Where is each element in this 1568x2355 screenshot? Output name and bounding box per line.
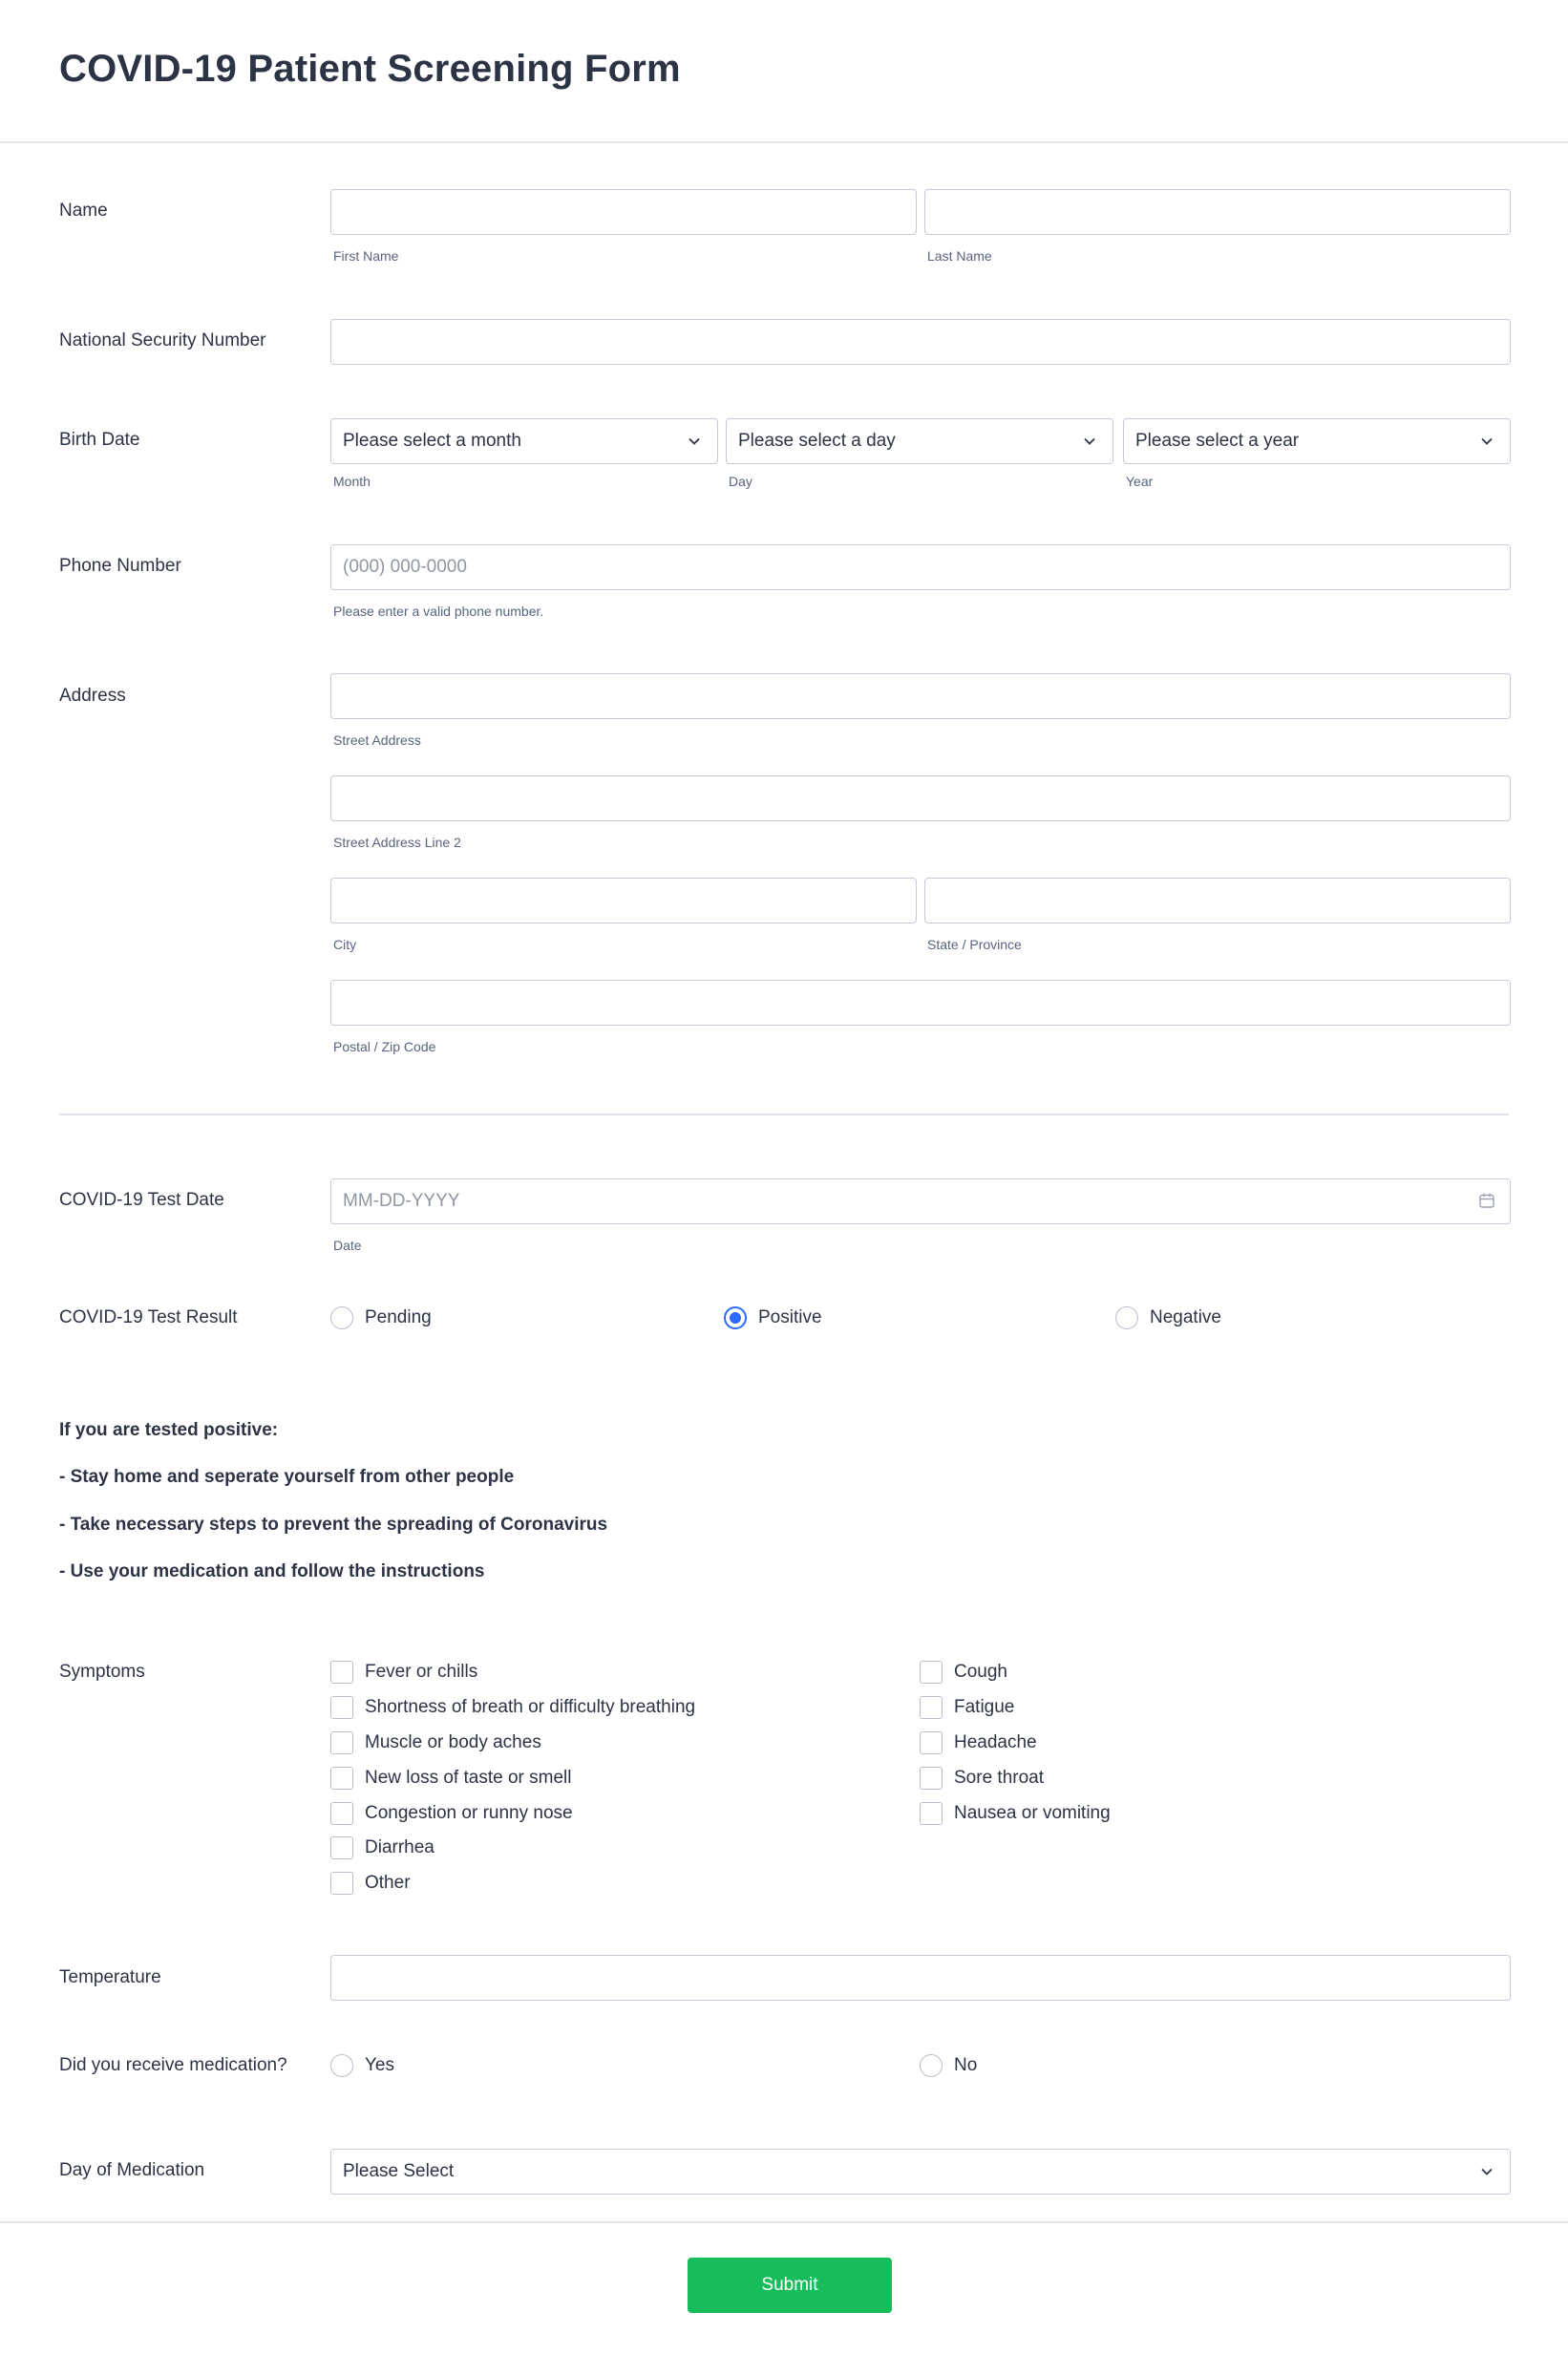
checkbox-label: Sore throat: [954, 1768, 1044, 1788]
birth-month-select[interactable]: [330, 418, 718, 464]
note-line-2: - Stay home and seperate yourself from other people: [59, 1467, 515, 1487]
checkbox-label: Cough: [954, 1662, 1007, 1682]
birth-year-value: Please select a year: [1135, 431, 1300, 451]
symptom-muscle-aches[interactable]: [330, 1731, 541, 1754]
birth-year-sublabel: Year: [1126, 474, 1154, 489]
birth-year-select[interactable]: [1123, 418, 1511, 464]
test-date-sublabel: Date: [333, 1238, 362, 1253]
radio-button[interactable]: [330, 2054, 353, 2077]
symptom-headache[interactable]: [920, 1731, 1037, 1754]
test-result-negative-option[interactable]: [1115, 1306, 1221, 1329]
radio-label: Negative: [1150, 1307, 1221, 1327]
symptom-shortness-of-breath[interactable]: [330, 1696, 695, 1719]
submit-button[interactable]: Submit: [688, 2258, 892, 2313]
city-sublabel: City: [333, 937, 357, 952]
checkbox[interactable]: [330, 1802, 353, 1825]
nsn-input[interactable]: [330, 319, 1511, 365]
birth-day-select[interactable]: [726, 418, 1113, 464]
day-of-medication-select[interactable]: [330, 2149, 1511, 2195]
checkbox-label: Nausea or vomiting: [954, 1803, 1111, 1823]
checkbox[interactable]: [920, 1696, 943, 1719]
symptoms-label: Symptoms: [59, 1662, 145, 1682]
state-input[interactable]: [924, 878, 1511, 923]
chevron-down-icon: [1479, 2164, 1494, 2179]
test-result-pending-option[interactable]: [330, 1306, 432, 1329]
radio-button[interactable]: [1115, 1306, 1138, 1329]
phone-input[interactable]: [330, 544, 1511, 590]
test-date-input[interactable]: [330, 1178, 1511, 1224]
form-footer: [0, 2221, 1568, 2355]
section-divider: [59, 1114, 1509, 1115]
city-input[interactable]: [330, 878, 917, 923]
phone-label: Phone Number: [59, 556, 181, 576]
birth-month-value: Please select a month: [343, 431, 521, 451]
checkbox[interactable]: [330, 1872, 353, 1895]
medication-no-option[interactable]: [920, 2054, 977, 2077]
checkbox[interactable]: [920, 1767, 943, 1790]
checkbox-label: Fatigue: [954, 1697, 1015, 1717]
day-of-medication-value: Please Select: [343, 2161, 455, 2181]
radio-label: Positive: [758, 1307, 822, 1327]
note-line-3: - Take necessary steps to prevent the spreading of Coronavirus: [59, 1515, 608, 1535]
temperature-input[interactable]: [330, 1955, 1511, 2001]
radio-label: No: [954, 2055, 978, 2075]
chevron-down-icon: [1082, 434, 1097, 449]
name-label: Name: [59, 201, 108, 221]
checkbox[interactable]: [920, 1802, 943, 1825]
first-name-input[interactable]: [330, 189, 917, 235]
checkbox[interactable]: [330, 1696, 353, 1719]
nsn-label: National Security Number: [59, 330, 266, 350]
checkbox-label: Shortness of breath or difficulty breathing: [365, 1697, 696, 1717]
symptom-nausea[interactable]: [920, 1802, 1111, 1825]
checkbox[interactable]: [920, 1661, 943, 1684]
note-line-4: - Use your medication and follow the instructions: [59, 1561, 485, 1581]
first-name-sublabel: First Name: [333, 248, 399, 264]
phone-hint: Please enter a valid phone number.: [333, 604, 544, 619]
checkbox-label: New loss of taste or smell: [365, 1768, 572, 1788]
chevron-down-icon: [1479, 434, 1494, 449]
radio-label: Pending: [365, 1307, 432, 1327]
form-title: COVID-19 Patient Screening Form: [59, 48, 681, 90]
medication-yes-option[interactable]: [330, 2054, 394, 2077]
birth-month-sublabel: Month: [333, 474, 371, 489]
street-address-input[interactable]: [330, 673, 1511, 719]
checkbox[interactable]: [330, 1836, 353, 1859]
symptom-fever[interactable]: [330, 1661, 477, 1684]
checkbox-label: Congestion or runny nose: [365, 1803, 573, 1823]
checkbox-label: Muscle or body aches: [365, 1732, 541, 1752]
birth-day-sublabel: Day: [729, 474, 752, 489]
zip-input[interactable]: [330, 980, 1511, 1026]
test-date-label: COVID-19 Test Date: [59, 1190, 224, 1210]
symptom-diarrhea[interactable]: [330, 1836, 434, 1859]
symptom-other[interactable]: [330, 1872, 411, 1895]
symptom-loss-of-taste[interactable]: [330, 1767, 571, 1790]
checkbox-label: Headache: [954, 1732, 1037, 1752]
radio-button[interactable]: [920, 2054, 943, 2077]
test-result-positive-option[interactable]: [724, 1306, 822, 1329]
birth-date-label: Birth Date: [59, 430, 140, 450]
street-address-line2-input[interactable]: [330, 775, 1511, 821]
checkbox[interactable]: [330, 1731, 353, 1754]
checkbox[interactable]: [330, 1661, 353, 1684]
street-address-sublabel: Street Address: [333, 732, 421, 748]
test-result-label: COVID-19 Test Result: [59, 1307, 238, 1327]
zip-sublabel: Postal / Zip Code: [333, 1039, 436, 1054]
birth-day-value: Please select a day: [738, 431, 896, 451]
symptom-fatigue[interactable]: [920, 1696, 1014, 1719]
radio-button-selected[interactable]: [724, 1306, 747, 1329]
note-line-1: If you are tested positive:: [59, 1420, 279, 1440]
symptom-congestion[interactable]: [330, 1802, 573, 1825]
chevron-down-icon: [687, 434, 702, 449]
medication-label: Did you receive medication?: [59, 2055, 287, 2075]
checkbox-label: Diarrhea: [365, 1837, 434, 1857]
checkbox-label: Fever or chills: [365, 1662, 478, 1682]
street-address-line2-sublabel: Street Address Line 2: [333, 835, 461, 850]
state-sublabel: State / Province: [927, 937, 1022, 952]
symptom-sore-throat[interactable]: [920, 1767, 1044, 1790]
address-label: Address: [59, 686, 126, 706]
checkbox-label: Other: [365, 1873, 411, 1893]
day-of-medication-label: Day of Medication: [59, 2160, 205, 2180]
radio-label: Yes: [365, 2055, 394, 2075]
temperature-label: Temperature: [59, 1967, 161, 1987]
checkbox[interactable]: [330, 1767, 353, 1790]
radio-button[interactable]: [330, 1306, 353, 1329]
calendar-icon[interactable]: [1478, 1192, 1495, 1209]
symptom-cough[interactable]: [920, 1661, 1007, 1684]
form-header: [0, 0, 1568, 143]
last-name-input[interactable]: [924, 189, 1511, 235]
checkbox[interactable]: [920, 1731, 943, 1754]
last-name-sublabel: Last Name: [927, 248, 992, 264]
